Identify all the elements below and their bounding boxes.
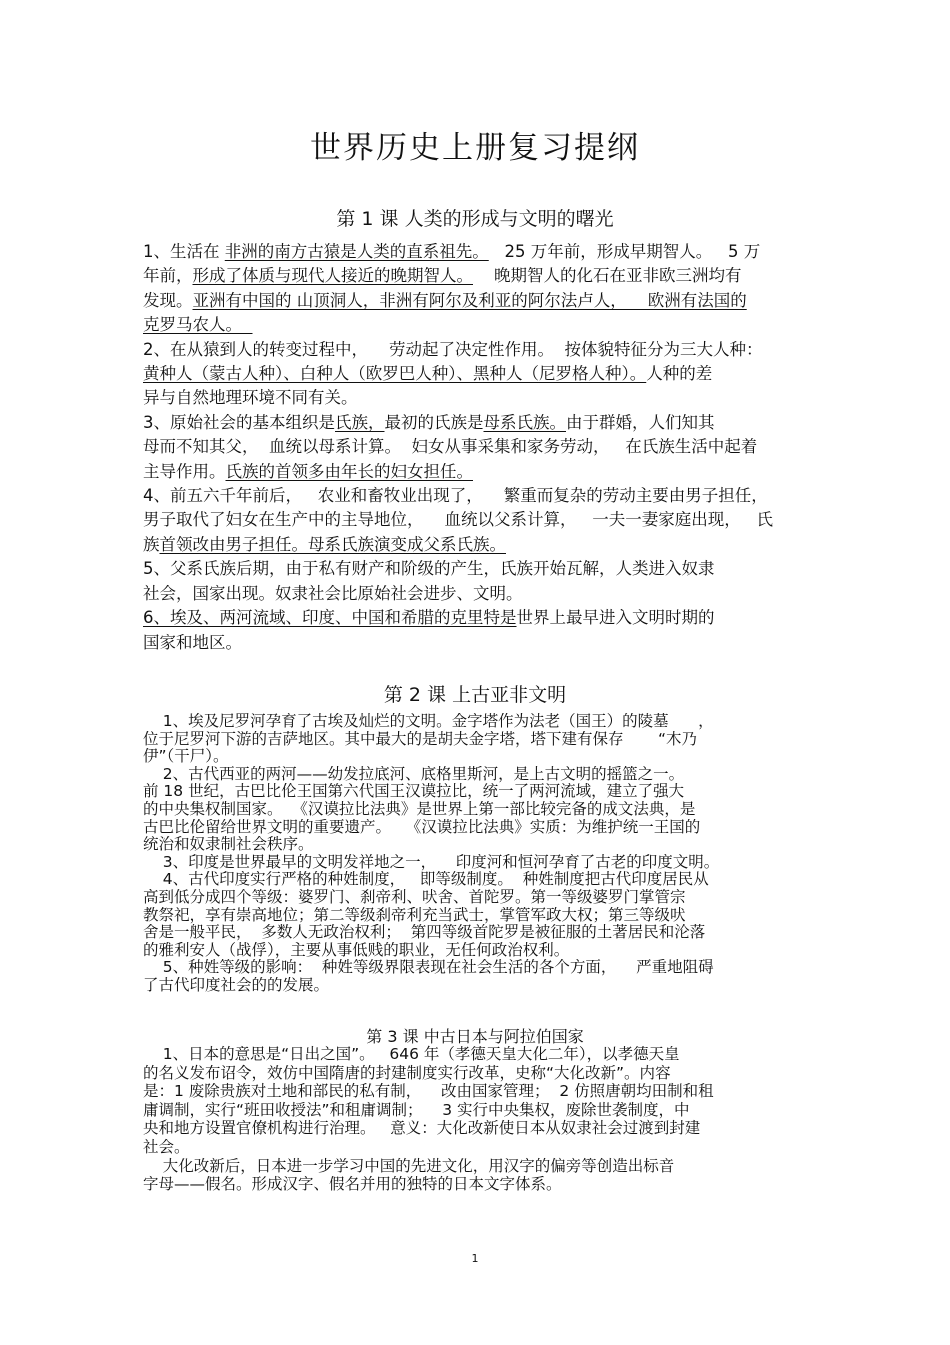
text-segment: 晚期智人的化石在亚非欧三洲均有 <box>473 266 742 286</box>
text-line: 央和地方设置官僚机构进行治理。 意义：大化改新使日本从奴隶社会过渡到封建 <box>143 1119 701 1138</box>
text-segment: 族 <box>143 534 160 554</box>
text-line: 了古代印度社会的的发展。 <box>143 976 330 994</box>
text-line: 古巴比伦留给世界文明的重要遗产。 《汉谟拉比法典》实质：为维护统一王国的 <box>143 818 701 836</box>
text-line <box>143 582 811 606</box>
text-line <box>143 264 811 288</box>
underlined-text: 克罗马农人。 <box>143 315 253 335</box>
text-line: 的中央集权制国家。 《汉谟拉比法典》是世界上第一部比较完备的成文法典，是 <box>143 800 696 818</box>
text-line: 舍是一般平民， 多数人无政治权利； 第四等级首陀罗是被征服的土著居民和沦落 <box>143 924 706 942</box>
text-segment: 3、原始社会的基本组织是 <box>143 412 335 432</box>
text-line: 4、古代印度实行严格的种姓制度， 即等级制度。 种姓制度把古代印度居民从 <box>143 871 709 889</box>
lesson-3-heading: 第 3 课 中古日本与阿拉伯国家 <box>366 1027 584 1046</box>
text-line: 2、古代西亚的两河——幼发拉底河、底格里斯河，是上古文明的摇篮之一。 <box>143 765 685 783</box>
text-line: 是：1 废除贵族对土地和部民的私有制， 改由国家管理； 2 仿照唐朝均田制和租 <box>143 1082 714 1101</box>
text-segment: 发现。 <box>143 290 193 310</box>
text-line <box>143 606 811 630</box>
text-segment: 社会，国家出现。奴隶社会比原始社会进步、文明。 <box>143 583 523 603</box>
underlined-text: 氏族， <box>335 412 385 432</box>
text-line: 统治和奴隶制社会秩序。 <box>143 836 314 854</box>
text-segment: 4、前五六千年前后， 农业和畜牧业出现了， 繁重而复杂的劳动主要由男子担任， <box>143 486 768 506</box>
text-segment: 异与自然地理环境不同有关。 <box>143 388 358 408</box>
underlined-text: 非洲的南方古猿是人类的直系祖先。 <box>224 242 489 261</box>
document-title: 世界历史上册复习提纲 <box>310 130 640 166</box>
text-segment: 1、生活在 <box>143 242 225 261</box>
text-line: 教祭祀，享有崇高地位；第二等级刹帝利充当武士，掌管军政大权；第三等级吠 <box>143 906 686 924</box>
text-segment: 5、父系氏族后期，由于私有财产和阶级的产生，氏族开始瓦解，人类进入奴隶 <box>143 559 715 579</box>
text-segment: 男子取代了妇女在生产中的主导地位， 血统以父系计算， 一夫一妻家庭出现， 氏 <box>143 510 773 530</box>
lesson-1-heading: 第 1 课 人类的形成与文明的曙光 <box>336 208 614 230</box>
underlined-text: 母系氏族。 <box>483 412 566 432</box>
text-line <box>143 557 811 581</box>
text-segment: 由于群婚，人们知其 <box>566 412 715 432</box>
text-line <box>143 533 811 557</box>
text-line <box>143 411 811 435</box>
text-segment: 主导作用。 <box>143 461 226 481</box>
text-line: 前 18 世纪，古巴比伦王国第六代国王汉谟拉比，统一了两河流域，建立了强大 <box>143 783 685 801</box>
text-segment: 年前， <box>143 266 193 286</box>
text-line <box>143 508 811 532</box>
text-line <box>143 484 811 508</box>
text-segment: 2、在从猿到人的转变过程中， 劳动起了决定性作用。 按体貌特征分为三大人种： <box>143 339 763 359</box>
text-line: 5、种姓等级的影响： 种姓等级界限表现在社会生活的各个方面， 严重地阻碍 <box>143 959 714 977</box>
text-segment: 人种的差 <box>646 364 713 384</box>
text-line: 位于尼罗河下游的吉萨地区。其中最大的是胡夫金字塔，塔下建有保存 “木乃 <box>143 730 698 748</box>
text-line: 字母——假名。形成汉字、假名并用的独特的日本文字体系。 <box>143 1175 562 1194</box>
text-line <box>143 313 811 337</box>
text-line: 庸调制，实行“班田收授法”和租庸调制； 3 实行中央集权，废除世袭制度，中 <box>143 1100 690 1119</box>
text-segment: 25 万年前，形成早期智人。 5 万 <box>488 242 761 261</box>
text-line: 社会。 <box>143 1137 190 1156</box>
text-segment: 国家和地区。 <box>143 632 242 652</box>
underlined-text: 首领改由男子担任。 <box>159 534 308 554</box>
text-line <box>143 338 811 362</box>
text-line <box>143 631 811 655</box>
underlined-text: 氏族的首领多由年长的妇女担任。 <box>225 461 473 481</box>
text-line: 1、埃及尼罗河孕育了古埃及灿烂的文明。金字塔作为法老（国王）的陵墓 ， <box>143 713 714 730</box>
text-line <box>143 289 811 313</box>
underlined-text: 形成了体质与现代人接近的晚期智人。 <box>192 266 473 286</box>
text-line: 的雅利安人（战俘），主要从事低贱的职业，无任何政治权利。 <box>143 941 570 959</box>
text-line: 3、印度是世界最早的文明发祥地之一， 印度河和恒河孕育了古老的印度文明。 <box>143 853 720 871</box>
text-segment: 最初的氏族是 <box>384 412 484 432</box>
underlined-text: 母系氏族演变成父系氏族。 <box>308 534 506 554</box>
lesson-2-body <box>143 713 811 995</box>
text-line <box>143 460 811 484</box>
page-number: 1 <box>471 1252 479 1265</box>
lesson-3-body <box>143 1045 811 1194</box>
lesson-2-heading: 第 2 课 上古亚非文明 <box>383 684 567 706</box>
text-line: 高到低分成四个等级：婆罗门、刹帝利、吠舍、首陀罗。第一等级婆罗门掌管宗 <box>143 888 686 906</box>
text-segment: 世界上最早进入文明时期的 <box>516 608 715 628</box>
text-line <box>143 362 811 386</box>
underlined-text: 6、埃及、两河流域、印度、中国和希腊的克里特是 <box>143 608 517 628</box>
text-line <box>143 386 811 410</box>
text-segment: 母而不知其父， 血统以母系计算。 妇女从事采集和家务劳动， 在氏族生活中起着 <box>143 437 758 457</box>
text-line: 伊”（干尸）。 <box>143 748 229 766</box>
text-line: 的名义发布诏令，效仿中国隋唐的封建制度实行改革，史称“大化改新”。内容 <box>143 1063 671 1082</box>
text-line <box>143 435 811 459</box>
underlined-text: 亚洲有中国的 山顶洞人，非洲有阿尔及利亚的阿尔法卢人， 欧洲有法国的 <box>192 290 747 310</box>
text-line: 大化改新后，日本进一步学习中国的先进文化，用汉字的偏旁等创造出标音 <box>143 1156 675 1175</box>
text-line: 1、日本的意思是“日出之国”。 646 年（孝德天皇大化二年），以孝德天皇 <box>143 1045 680 1063</box>
lesson-1-body <box>143 240 811 655</box>
text-line <box>143 240 811 264</box>
underlined-text: 黄种人（蒙古人种）、白种人（欧罗巴人种）、黑种人（尼罗格人种）。 <box>143 364 647 384</box>
